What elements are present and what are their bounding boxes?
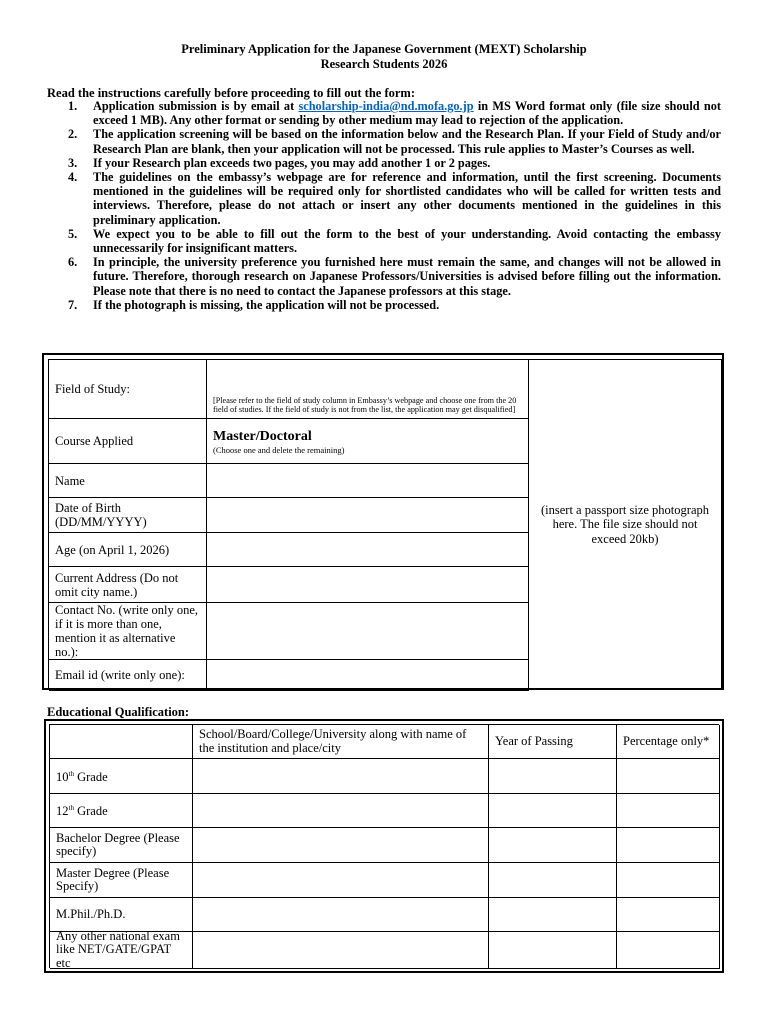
row-label-bachelor: Bachelor Degree (Please specify) [50,828,193,862]
name-input[interactable] [207,464,529,497]
instruction-number: 4. [68,170,78,185]
contact-label: Contact No. (write only one, if it is more than one, mention it as alternative no.): [49,603,207,659]
table-row [50,828,720,863]
email-label: Email id (write only one): [49,660,207,690]
percentage-input[interactable] [617,759,720,793]
instruction-number: 5. [68,226,78,241]
instruction-item [47,298,721,312]
course-applied-value: Master/Doctoral [213,429,312,444]
field-of-study-row [49,360,529,419]
address-label: Current Address (Do not omit city name.) [49,567,207,602]
course-applied-label: Course Applied [49,419,207,463]
email-link[interactable]: scholarship-india@nd.mofa.go.jp [298,99,474,113]
percentage-input[interactable] [617,898,720,931]
grade-suffix: th [68,769,74,778]
school-input[interactable] [193,932,489,968]
row-label-national-exam: Any other national exam like NET/GATE/GPAT etc [50,932,193,968]
instruction-item [47,99,721,127]
field-of-study-note: [Please refer to the field of study column in Embassy’s webpage and choose one from the 20 field of studies. If the field of study is not from the list, the application may get disqualified] [213,395,517,415]
grade-suffix: th [68,804,74,813]
instruction-item [47,227,721,255]
header-year: Year of Passing [489,725,617,758]
percentage-input[interactable] [617,794,720,827]
percentage-input[interactable] [617,863,720,897]
instruction-text: If your Research plan exceeds two pages, you may add another 1 or 2 pages. [93,155,491,170]
dob-row [49,498,529,533]
instruction-text: In principle, the university preference you furnished here must remain the same, and changes will not be allowed in future. Therefore, thorough research on Japanese Professors/Universities is advised before filling out the information. Please note that there is no need to contact the Japanese professors at this stage. [93,255,721,298]
contact-input[interactable] [207,603,529,659]
age-row [49,533,529,567]
year-input[interactable] [489,898,617,931]
personal-details-grid [48,359,528,690]
school-input[interactable] [193,759,489,793]
table-row [50,863,720,898]
instruction-number: 7. [68,297,78,312]
instruction-item [47,127,721,155]
instruction-number: 6. [68,255,78,270]
instruction-text: The application screening will be based on the information below and the Research Plan. If your Field of Study and/or Research Plan are blank, then your application will not be processed. This rule applies to Master’s Courses as well. [93,127,721,156]
instruction-text: We expect you to be able to fill out the form to the best of your understanding. Avoid contacting the embassy unnecessarily for insignificant matters. [93,226,721,256]
contact-row [49,603,529,660]
grade-word: Grade [73,769,108,784]
year-input[interactable] [489,828,617,862]
name-label: Name [49,464,207,497]
instruction-text: The guidelines on the embassy’s webpage are for reference and information, until the first screening. Documents mentioned in the guidelines will be required only for shortlisted candidates who will be called for written tests and interviews. Therefore, please do not attach or insert any other documents mentioned in the guidelines in this preliminary application. [93,170,721,227]
address-input[interactable] [207,567,529,602]
instruction-item [47,255,721,298]
year-input[interactable] [489,759,617,793]
header-school: School/Board/College/University along with name of the institution and place/city [193,725,489,758]
row-label-10th [50,759,193,793]
field-of-study-input[interactable] [207,360,529,418]
title-line-2: Research Students 2026 [320,57,448,71]
course-applied-row [49,419,529,464]
address-row [49,567,529,603]
year-input[interactable] [489,932,617,968]
instruction-text: Application submission is by email at [93,99,299,113]
email-input[interactable] [207,660,529,690]
school-input[interactable] [193,898,489,931]
course-applied-input[interactable] [207,419,529,463]
header-percentage: Percentage only* [617,725,720,758]
field-of-study-label: Field of Study: [49,360,207,418]
instruction-number: 2. [68,127,78,142]
row-label-12th [50,794,193,827]
school-input[interactable] [193,794,489,827]
name-row [49,464,529,498]
course-applied-note: (Choose one and delete the remaining) [213,445,345,455]
grade-number: 12 [56,804,69,819]
percentage-input[interactable] [617,828,720,862]
table-row [50,928,720,970]
dob-input[interactable] [207,498,529,532]
school-input[interactable] [193,828,489,862]
education-table [44,719,724,973]
education-heading: Educational Qualification: [47,705,190,719]
year-input[interactable] [489,863,617,897]
instruction-item [47,156,721,170]
page-title [0,42,768,72]
percentage-input[interactable] [617,932,720,968]
table-row [50,898,720,932]
education-header-row [50,725,720,759]
instructions-heading: Read the instructions carefully before proceeding to fill out the form: [47,86,416,100]
title-line-1: Preliminary Application for the Japanese Government (MEXT) Scholarship [181,42,587,56]
table-row [50,794,720,828]
instruction-text: If the photograph is missing, the application will not be processed. [93,297,440,312]
row-label-master: Master Degree (Please Specify) [50,863,193,897]
photo-placeholder[interactable] [528,359,722,690]
row-label-mphil: M.Phil./Ph.D. [50,898,193,931]
instruction-text: in MS Word format only (file size should not exceed 1 MB). Any other format or sending by other medium may lead to rejection of the application. [93,99,722,128]
age-label: Age (on April 1, 2026) [49,533,207,566]
year-input[interactable] [489,794,617,827]
instruction-item [47,170,721,227]
grade-number: 10 [56,769,69,784]
instruction-number: 3. [68,155,78,170]
instructions-list [47,99,721,312]
grade-word: Grade [73,804,108,819]
personal-details-table [42,353,724,690]
education-grid [49,724,719,968]
table-row [50,759,720,794]
header-empty-cell [50,725,193,758]
email-row [49,660,529,691]
photo-instruction: (insert a passport size photograph here. The file size should not exceed 20kb) [540,502,709,546]
school-input[interactable] [193,863,489,897]
dob-label: Date of Birth (DD/MM/YYYY) [49,498,207,532]
instruction-number: 1. [68,99,78,113]
age-input[interactable] [207,533,529,566]
